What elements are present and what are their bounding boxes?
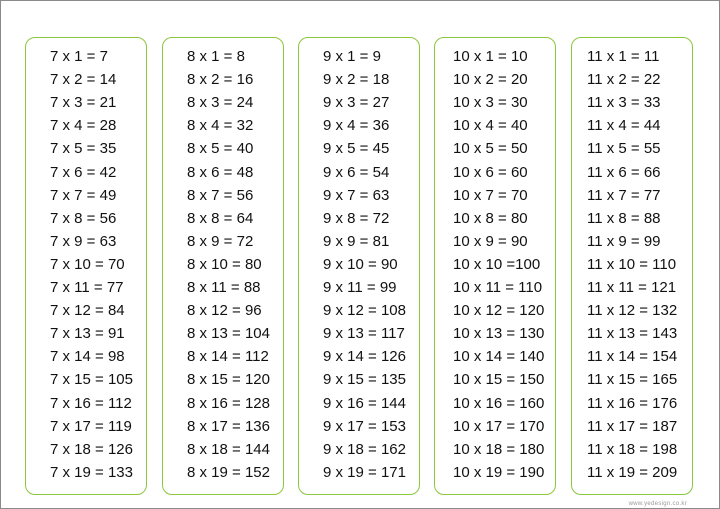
table-row: 11 x 3 = 33: [587, 94, 661, 112]
table-row: 7 x 12 = 84: [50, 302, 125, 320]
table-row: 7 x 3 = 21: [50, 94, 117, 112]
table-row: 10 x 19 = 190: [453, 463, 545, 481]
table-row: 11 x 1 = 11: [587, 48, 660, 65]
table-row: 9 x 14 = 126: [323, 348, 406, 366]
table-row: 8 x 10 = 80: [187, 255, 262, 273]
table-row: 7 x 19 = 133: [50, 463, 133, 481]
table-row: 9 x 4 = 36: [323, 117, 390, 135]
table-row: 9 x 6 = 54: [323, 163, 390, 181]
table-row: 9 x 18 = 162: [323, 440, 406, 458]
table-row: 8 x 14 = 112: [187, 348, 269, 366]
table-row: 8 x 2 = 16: [187, 71, 254, 89]
table-row: 7 x 16 = 112: [50, 394, 132, 412]
table-row: 9 x 19 = 171: [323, 463, 406, 481]
table-row: 11 x 19 = 209: [587, 463, 678, 481]
table-row: 7 x 10 = 70: [50, 255, 125, 273]
table-row: 11 x 16 = 176: [587, 394, 678, 412]
times-table-7-card: [25, 37, 147, 495]
table-row: 9 x 3 = 27: [323, 94, 390, 112]
table-row: 7 x 15 = 105: [50, 371, 133, 389]
table-row: 10 x 12 = 120: [453, 302, 545, 320]
table-row: 8 x 16 = 128: [187, 394, 270, 412]
table-row: 9 x 7 = 63: [323, 186, 390, 204]
table-row: 8 x 17 = 136: [187, 417, 270, 435]
table-row: 11 x 17 = 187: [587, 417, 678, 435]
table-row: 10 x 13 = 130: [453, 325, 545, 343]
times-table-10-card: [434, 37, 556, 495]
times-table-8-card: [162, 37, 284, 495]
table-row: 8 x 12 = 96: [187, 302, 262, 320]
table-row: 7 x 13 = 91: [50, 325, 125, 343]
table-row: 11 x 6 = 66: [587, 163, 661, 181]
times-table-11-card: [571, 37, 693, 495]
table-row: 11 x 9 = 99: [587, 232, 661, 250]
table-row: 11 x 8 = 88: [587, 209, 661, 227]
table-row: 9 x 2 = 18: [323, 71, 390, 89]
table-row: 7 x 14 = 98: [50, 348, 125, 366]
table-row: 9 x 16 = 144: [323, 394, 406, 412]
table-row: 7 x 8 = 56: [50, 209, 117, 227]
table-row: 11 x 18 = 198: [587, 440, 678, 458]
table-row: 8 x 5 = 40: [187, 140, 254, 158]
table-row: 7 x 1 = 7: [50, 48, 108, 65]
table-row: 8 x 8 = 64: [187, 209, 254, 227]
table-row: 7 x 6 = 42: [50, 163, 117, 181]
table-row: 10 x 2 = 20: [453, 71, 528, 89]
table-row: 9 x 1 = 9: [323, 48, 381, 65]
table-row: 7 x 18 = 126: [50, 440, 133, 458]
table-row: 7 x 11 = 77: [50, 279, 124, 296]
table-row: 10 x 1 = 10: [453, 48, 528, 65]
table-row: 10 x 15 = 150: [453, 371, 545, 389]
table-row: 11 x 15 = 165: [587, 371, 678, 389]
table-row: 11 x 13 = 143: [587, 325, 678, 343]
table-row: 8 x 7 = 56: [187, 186, 254, 204]
table-row: 10 x 11 = 110: [453, 279, 543, 296]
table-row: 11 x 14 = 154: [587, 348, 678, 366]
table-row: 8 x 11 = 88: [187, 279, 261, 296]
table-row: 8 x 18 = 144: [187, 440, 270, 458]
table-row: 9 x 8 = 72: [323, 209, 390, 227]
table-row: 10 x 4 = 40: [453, 117, 528, 135]
table-row: 8 x 1 = 8: [187, 48, 245, 65]
table-row: 8 x 15 = 120: [187, 371, 270, 389]
table-row: 10 x 5 = 50: [453, 140, 528, 158]
table-row: 10 x 10 =100: [453, 255, 541, 273]
table-row: 8 x 13 = 104: [187, 325, 270, 343]
table-row: 11 x 7 = 77: [587, 186, 661, 204]
table-row: 7 x 7 = 49: [50, 186, 117, 204]
table-row: 10 x 14 = 140: [453, 348, 545, 366]
table-row: 10 x 8 = 80: [453, 209, 528, 227]
table-row: 11 x 10 = 110: [587, 255, 677, 273]
table-row: 7 x 2 = 14: [50, 71, 117, 89]
times-table-9-card: [298, 37, 420, 495]
table-row: 8 x 9 = 72: [187, 232, 254, 250]
table-row: 11 x 5 = 55: [587, 140, 661, 158]
table-row: 10 x 16 = 160: [453, 394, 545, 412]
table-row: 10 x 6 = 60: [453, 163, 528, 181]
table-row: 9 x 12 = 108: [323, 302, 406, 320]
table-row: 9 x 13 = 117: [323, 325, 405, 343]
website-credit: www.yedesign.co.kr: [628, 501, 687, 507]
table-row: 11 x 11 = 121: [587, 279, 677, 296]
table-row: 10 x 9 = 90: [453, 232, 528, 250]
table-row: 9 x 15 = 135: [323, 371, 406, 389]
table-row: 7 x 9 = 63: [50, 232, 117, 250]
table-row: 9 x 10 = 90: [323, 255, 398, 273]
table-row: 10 x 7 = 70: [453, 186, 528, 204]
table-row: 7 x 4 = 28: [50, 117, 117, 135]
table-row: 11 x 4 = 44: [587, 117, 661, 135]
table-row: 9 x 11 = 99: [323, 279, 397, 296]
table-row: 10 x 17 = 170: [453, 417, 545, 435]
table-row: 10 x 3 = 30: [453, 94, 528, 112]
table-row: 9 x 9 = 81: [323, 232, 390, 250]
table-row: 10 x 18 = 180: [453, 440, 545, 458]
table-row: 7 x 17 = 119: [50, 417, 132, 435]
table-row: 9 x 17 = 153: [323, 417, 406, 435]
table-row: 11 x 2 = 22: [587, 71, 661, 89]
table-row: 8 x 19 = 152: [187, 463, 270, 481]
table-row: 8 x 6 = 48: [187, 163, 254, 181]
table-row: 8 x 3 = 24: [187, 94, 254, 112]
table-row: 8 x 4 = 32: [187, 117, 254, 135]
table-row: 11 x 12 = 132: [587, 302, 678, 320]
table-row: 7 x 5 = 35: [50, 140, 117, 158]
table-row: 9 x 5 = 45: [323, 140, 390, 158]
